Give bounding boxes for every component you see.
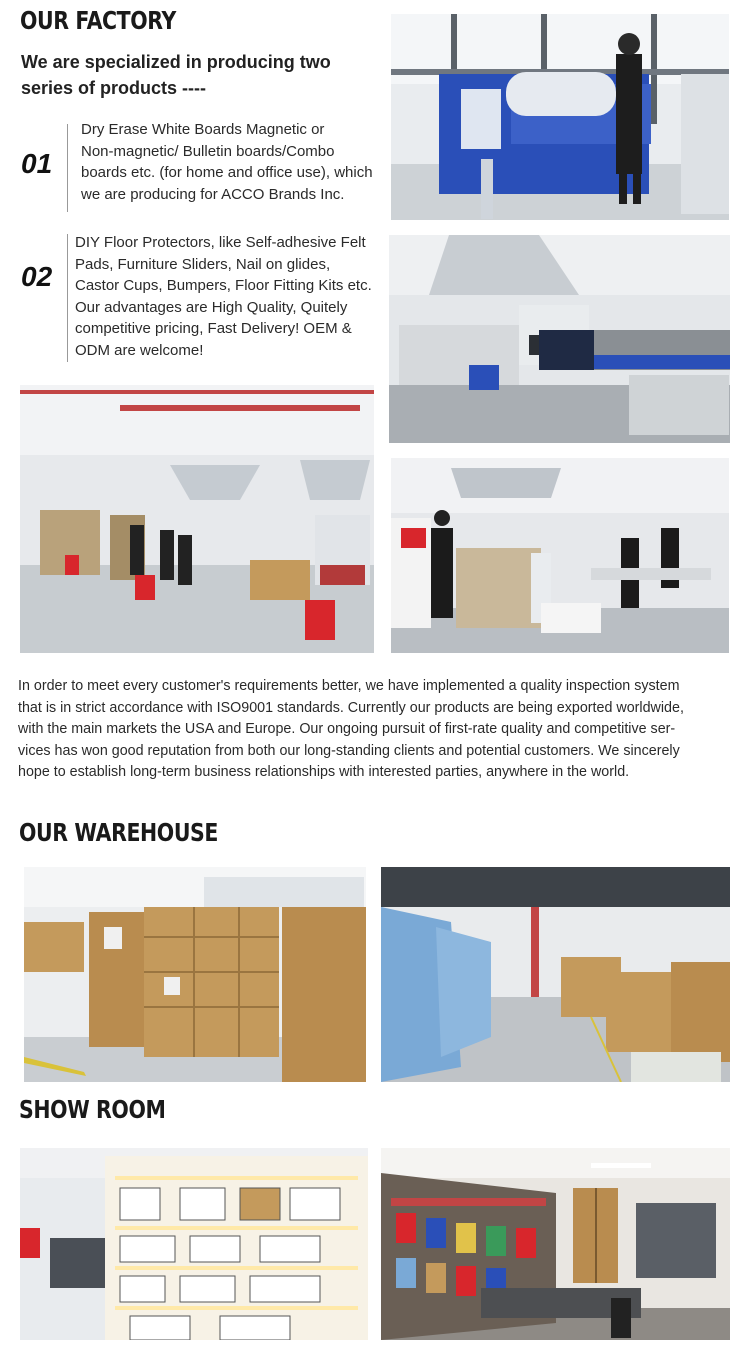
factory-photo-blue-machine	[391, 14, 729, 220]
factory-photo-workshop	[20, 385, 374, 653]
paragraph-line: with the main markets the USA and Europe. Our ongoing pursuit of first-rate quality and competitive ser-	[18, 721, 676, 738]
warehouse-photo-cartons	[24, 867, 366, 1082]
item-divider-01	[67, 124, 68, 212]
paragraph-line: hope to establish long-term business relationships with interested parties, anywhere in the world.	[18, 764, 630, 781]
item-01-line: Dry Erase White Boards Magnetic or	[81, 121, 325, 138]
item-02-line: Castor Cups, Bumpers, Floor Fitting Kits etc.	[75, 277, 372, 294]
item-02-line: DIY Floor Protectors, like Self-adhesive Felt	[75, 234, 366, 251]
factory-subtitle-line2: series of products ----	[21, 78, 207, 98]
item-01-line: boards etc. (for home and office use), which	[81, 164, 373, 181]
item-divider-02	[67, 234, 68, 362]
factory-photo-operators	[391, 458, 729, 653]
item-02-line: ODM are welcome!	[75, 341, 204, 359]
factory-paragraph	[18, 676, 730, 784]
item-text-01	[81, 119, 381, 205]
item-02-line: competitive pricing, Fast Delivery! OEM &	[75, 320, 352, 337]
warehouse-photo-aisle	[381, 867, 730, 1082]
factory-subtitle	[21, 49, 381, 101]
item-02-line: Pads, Furniture Sliders, Nail on glides,	[75, 255, 331, 273]
item-text-02	[75, 232, 380, 361]
item-02-line: Our advantages are High Quality, Quitely	[75, 298, 348, 316]
item-number-02: 02	[21, 261, 53, 292]
showroom-photo-boards	[20, 1148, 368, 1340]
factory-photo-production-line	[389, 235, 730, 443]
showroom-photo-display-wall	[381, 1148, 730, 1340]
paragraph-line: that is in strict accordance with ISO9001 standards. Currently our products are being exported worldwide,	[18, 699, 684, 716]
item-01-line: Non-magnetic/ Bulletin boards/Combo	[81, 142, 335, 160]
factory-title: OUR FACTORY	[20, 6, 176, 35]
warehouse-title: OUR WAREHOUSE	[19, 818, 219, 847]
showroom-title: SHOW ROOM	[19, 1095, 166, 1124]
factory-subtitle-line1: We are specialized in producing two	[21, 52, 331, 72]
paragraph-line: vices has won good reputation from both our long-standing clients and potential customers. We sincerely	[18, 742, 680, 759]
item-number-01: 01	[21, 148, 53, 179]
paragraph-line: In order to meet every customer's requirements better, we have implemented a quality inspection system	[18, 678, 680, 694]
item-01-line: we are producing for ACCO Brands Inc.	[81, 185, 345, 203]
